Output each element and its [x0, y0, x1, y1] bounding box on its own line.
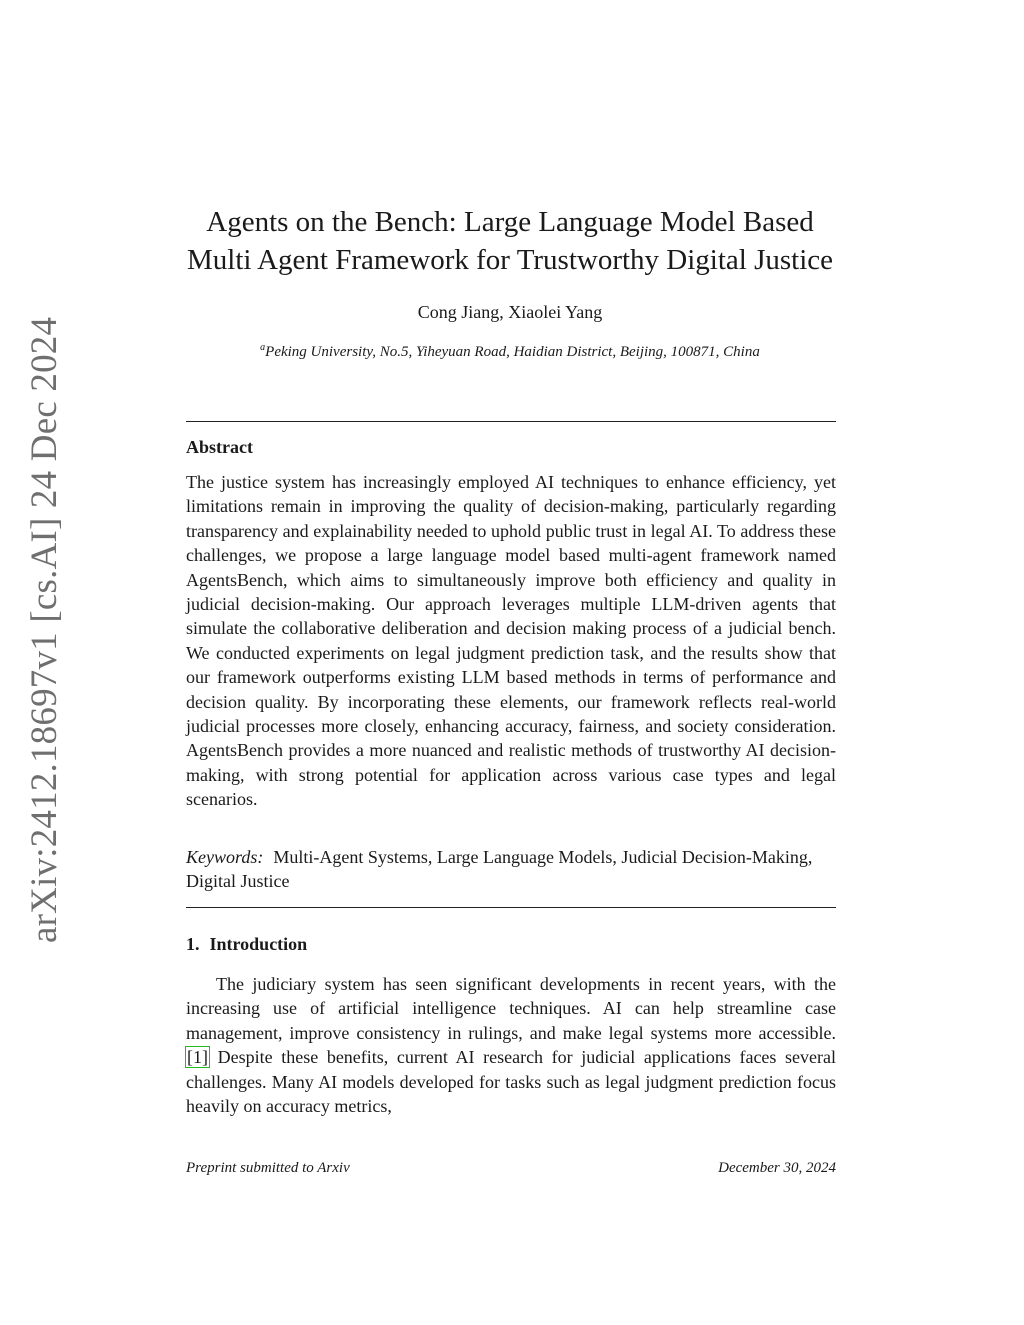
- title-line-1: Agents on the Bench: Large Language Model Based: [206, 206, 814, 238]
- section-title: Introduction: [209, 934, 308, 954]
- intro-text-after-citation: Despite these benefits, current AI research for judicial applications faces several challenges. Many AI models developed for tasks such as legal judgment prediction focus heavily on accuracy metrics,: [186, 1047, 837, 1117]
- introduction-paragraph: [186, 972, 836, 1118]
- affiliation-marker: a: [260, 342, 266, 353]
- title-line-2: Multi Agent Framework for Trustworthy Digital Justice: [186, 244, 834, 276]
- author-list: Cong Jiang, Xiaolei Yang: [417, 302, 603, 322]
- paper-title: [170, 203, 850, 279]
- footer-preprint-note: Preprint submitted to Arxiv: [186, 1160, 350, 1176]
- arxiv-identifier: arXiv:2412.18697v1 [cs.AI] 24 Dec 2024: [24, 316, 65, 943]
- footer-date: December 30, 2024: [718, 1160, 836, 1176]
- abstract-text: The justice system has increasingly employed AI techniques to enhance efficiency, yet limitations remain in improving the quality of decision-making, particularly regarding transparency and explainability needed to uphold public trust in legal AI. To address these challenges, we propose a large language model based multi-agent framework named AgentsBench, which aims to simultaneously improve both efficiency and quality in judicial decision-making. Our approach leverages multiple LLM-driven agents that simulate the collaborative deliberation and decision making process of a judicial bench. We conducted experiments on legal judgment prediction task, and the results show that our framework outperforms existing LLM based methods in terms of performance and decision quality. By incorporating these elements, our framework reflects real-world judicial processes more closely, enhancing accuracy, fairness, and society consideration. AgentsBench provides a more nuanced and realistic methods of trustworthy AI decision-making, with strong potential for application across various case types and legal scenarios.: [186, 472, 836, 810]
- section-heading-introduction: [186, 934, 307, 955]
- keywords: [186, 845, 836, 893]
- abstract-heading: Abstract: [186, 437, 253, 457]
- affiliation: [170, 342, 850, 361]
- intro-text-before-citation: The judiciary system has seen significant developments in recent years, with the increasing use of artificial intelligence techniques. AI can help streamline case management, improve consistency in rulings, and make legal systems more accessible.: [186, 974, 836, 1043]
- keywords-text: Multi-Agent Systems, Large Language Models, Judicial Decision-Making, Digital Justice: [186, 847, 813, 891]
- abstract-top-rule: [186, 421, 836, 422]
- section-number: 1.: [186, 934, 200, 954]
- keywords-label: Keywords:: [186, 847, 264, 867]
- affiliation-text: Peking University, No.5, Yiheyuan Road, Haidian District, Beijing, 100871, China: [265, 344, 760, 360]
- abstract-bottom-rule: [186, 907, 836, 908]
- citation-link[interactable]: [1]: [187, 1047, 208, 1068]
